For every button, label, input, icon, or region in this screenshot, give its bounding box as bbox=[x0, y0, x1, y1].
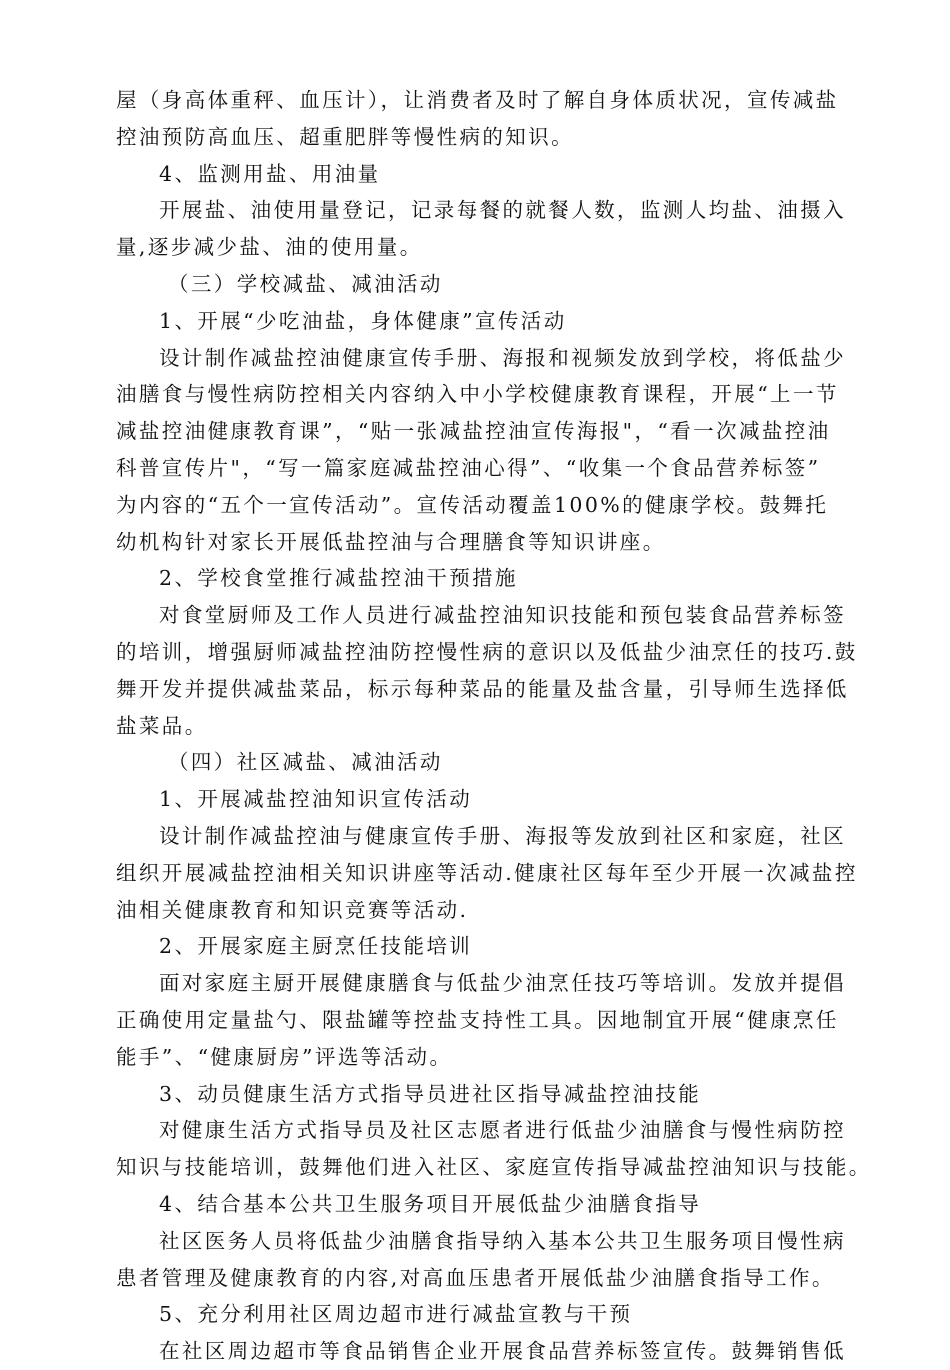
paragraph-start-line: 开展盐、油使用量登记，记录每餐的就餐人数，监测人均盐、油摄入 bbox=[159, 198, 846, 223]
text-line: 屋（身高体重秤、血压计），让消费者及时了解自身体质状况，宣传减盐 bbox=[116, 88, 839, 112]
subheading-line: 4、结合基本公共卫生服务项目开展低盐少油膳食指导 bbox=[159, 1191, 702, 1216]
text-line: 能手”、“健康厨房”评选等活动。 bbox=[116, 1044, 453, 1069]
text-line: 科普宣传片"，“写一篇家庭减盐控油心得”、“收集一个食品营养标签” bbox=[116, 455, 821, 480]
paragraph-start-line: 在社区周边超市等食品销售企业开展食品营养标签宣传。鼓舞销售低 bbox=[159, 1339, 846, 1364]
text-line: 的培训，增强厨师减盐控油防控慢性病的意识以及低盐少油烹任的技巧.鼓 bbox=[116, 639, 858, 664]
text-line: 减盐控油健康教育课”，“贴一张减盐控油宣传海报"，“看一次减盐控油 bbox=[116, 419, 831, 444]
document-body bbox=[116, 82, 872, 1370]
subheading-line: 2、学校食堂推行减盐控油干预措施 bbox=[159, 566, 518, 591]
paragraph-start-line: 设计制作减盐控油健康宣传手册、海报和视频发放到学校，将低盐少 bbox=[159, 345, 846, 370]
subheading-line: 5、充分利用社区周边超市进行减盐宣教与干预 bbox=[159, 1302, 633, 1327]
subheading-line: 1、开展“少吃油盐，身体健康”宣传活动 bbox=[159, 308, 567, 333]
text-line: 盐菜品。 bbox=[116, 713, 208, 738]
paragraph-start-line: 设计制作减盐控油与健康宣传手册、海报等发放到社区和家庭，社区 bbox=[159, 823, 846, 848]
paragraph-start-line: 对食堂厨师及工作人员进行减盐控油知识技能和预包装食品营养标签 bbox=[159, 603, 846, 628]
subheading-line: 4、监测用盐、用油量 bbox=[159, 161, 381, 186]
text-line: 控油预防高血压、超重肥胖等慢性病的知识。 bbox=[116, 124, 574, 149]
text-line: 组织开展减盐控油相关知识讲座等活动.健康社区每年至少开展一次减盐控 bbox=[116, 860, 858, 885]
paragraph-start-line: 面对家庭主厨开展健康膳食与低盐少油烹任技巧等培训。发放并提倡 bbox=[159, 971, 846, 996]
subheading-line: 2、开展家庭主厨烹任技能培训 bbox=[159, 934, 473, 959]
text-line: 量,逐步减少盐、油的使用量。 bbox=[116, 235, 423, 260]
section-heading: （三）学校减盐、减油活动 bbox=[168, 271, 443, 296]
paragraph-start-line: 对健康生活方式指导员及社区志愿者进行低盐少油膳食与慢性病防控 bbox=[159, 1118, 846, 1143]
subheading-line: 3、动员健康生活方式指导员进社区指导减盐控油技能 bbox=[159, 1081, 702, 1106]
text-line: 患者管理及健康教育的内容,对高血压患者开展低盐少油膳食指导工作。 bbox=[116, 1265, 835, 1290]
section-heading: （四）社区减盐、减油活动 bbox=[168, 750, 443, 775]
text-line: 为内容的“五个一宣传活动”。宣传活动覆盖100%的健康学校。鼓舞托 bbox=[116, 492, 829, 517]
subheading-line: 1、开展减盐控油知识宣传活动 bbox=[159, 787, 473, 812]
text-line: 知识与技能培训，鼓舞他们进入社区、家庭宣传指导减盐控油知识与技能。 bbox=[116, 1155, 872, 1180]
text-line: 舞开发并提供减盐菜品，标示每种菜品的能量及盐含量，引导师生选择低 bbox=[116, 676, 849, 701]
text-line: 正确使用定量盐勺、限盐罐等控盐支持性工具。因地制宜开展“健康烹任 bbox=[116, 1007, 839, 1032]
text-line: 幼机构针对家长开展低盐控油与合理膳食等知识讲座。 bbox=[116, 529, 666, 554]
text-line: 油相关健康教育和知识竞赛等活动. bbox=[116, 897, 469, 922]
text-line: 油膳食与慢性病防控相关内容纳入中小学校健康教育课程，开展“上一节 bbox=[116, 382, 839, 407]
paragraph-start-line: 社区医务人员将低盐少油膳食指导纳入基本公共卫生服务项目慢性病 bbox=[159, 1228, 846, 1253]
